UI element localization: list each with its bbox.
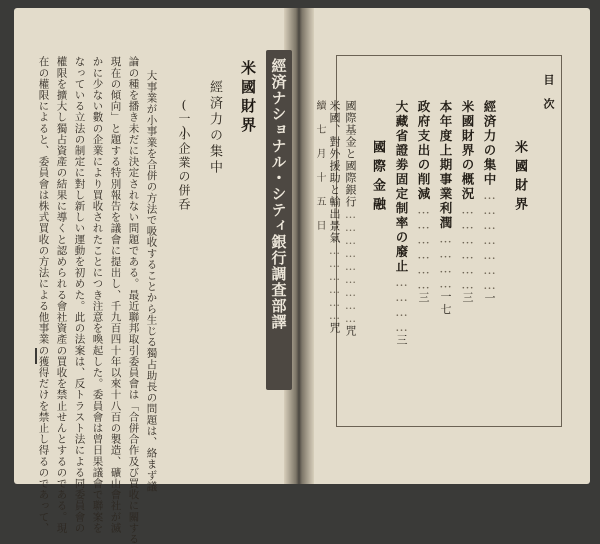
toc-entry[interactable]	[326, 100, 342, 334]
toc-entry-leader: …………………	[482, 187, 497, 292]
toc-heading-right: 次	[542, 98, 555, 109]
toc-entry[interactable]	[480, 100, 498, 305]
paragraph-line: かに少ない數の企業により買收されたことにつき注意を喚起した。委員會は曾日果議會で聯案を	[91, 56, 104, 534]
paragraph-line: 大事業が小事業を合併の方法で吸收することから生じる獨占助長の問題は、絡まず議	[145, 70, 158, 492]
toc-entry-leader: …………	[438, 230, 453, 291]
toc-entry-leader: ………………………	[344, 208, 357, 325]
subsection-number: (一)	[177, 98, 191, 138]
toc-entry-leader: …………	[394, 274, 409, 334]
toc-entry-label: 米國財界の概況	[460, 100, 475, 202]
toc-section-title: 國際金融	[370, 140, 385, 216]
section-title: 經済力の集中	[207, 80, 222, 176]
paragraph-line: 在の權限によると、委員會は株式買收の方法による他事業の獲得だけを禁止し得るのであって、	[37, 56, 50, 534]
toc-entry-leader: ………………	[328, 244, 341, 322]
toc-entry-page: 咒	[328, 322, 341, 334]
toc-entry[interactable]	[392, 100, 410, 347]
paragraph-line: 論の種を播き未だに決定されない問題である。最近聯邦取引委員會は「合併合作及び買收に關する	[127, 56, 140, 544]
toc-footer-line: 續 七 月 十 五 日	[314, 100, 325, 232]
subsection-title: 小企業の併呑	[177, 128, 191, 212]
paragraph-line: 現在の傾向」と題する特別報告を議會に提出し、千九百四十年以來十八百の製造、礦山會社が滅	[109, 56, 122, 534]
toc-entry-label: 米國、對外援助と輸出景氣	[328, 100, 341, 244]
toc-entry[interactable]	[342, 100, 358, 337]
toc-heading-left: 目	[542, 74, 555, 85]
library-stamp: 經済ナショナル・シティ銀行調査部譯	[266, 50, 292, 390]
toc-entry-leader: ………………	[416, 201, 431, 292]
toc-entry-label: 大藏省證劵固定制率の廢止	[394, 100, 409, 274]
toc-entry[interactable]	[414, 100, 432, 305]
toc-entry-page: 三	[461, 291, 474, 305]
toc-entry-page: 三	[395, 334, 408, 347]
paragraph-line: なっている立法の制定に對し新しい運動を初めた。此の法案は、反トラスト法による同委員會の	[73, 56, 86, 534]
toc-entry-label: 本年度上期事業利潤	[438, 100, 453, 231]
pencil-mark	[35, 348, 37, 364]
toc-entry-label: 經済力の集中	[482, 100, 497, 187]
paragraph-line: 權限を擴大し獨占資產の結果に導くと認められる會社資產の買收を禁止せんとするのである。現	[55, 56, 68, 534]
toc-section-title: 米國財界	[512, 140, 527, 216]
toc-entry-label: 國際基金と國際銀行	[344, 100, 357, 208]
toc-entry-page: 一	[483, 292, 496, 305]
toc-entry[interactable]	[458, 100, 476, 305]
toc-entry-label: 政府支出の削減	[416, 100, 431, 202]
toc-entry-leader: ………………	[460, 201, 475, 292]
chapter-title: 米國財界	[239, 60, 257, 136]
toc-entry-page: 一七	[439, 290, 452, 317]
toc-entry[interactable]	[436, 100, 454, 317]
toc-entry-page: 三	[417, 291, 430, 305]
toc-entry-page: 咒	[344, 325, 357, 337]
